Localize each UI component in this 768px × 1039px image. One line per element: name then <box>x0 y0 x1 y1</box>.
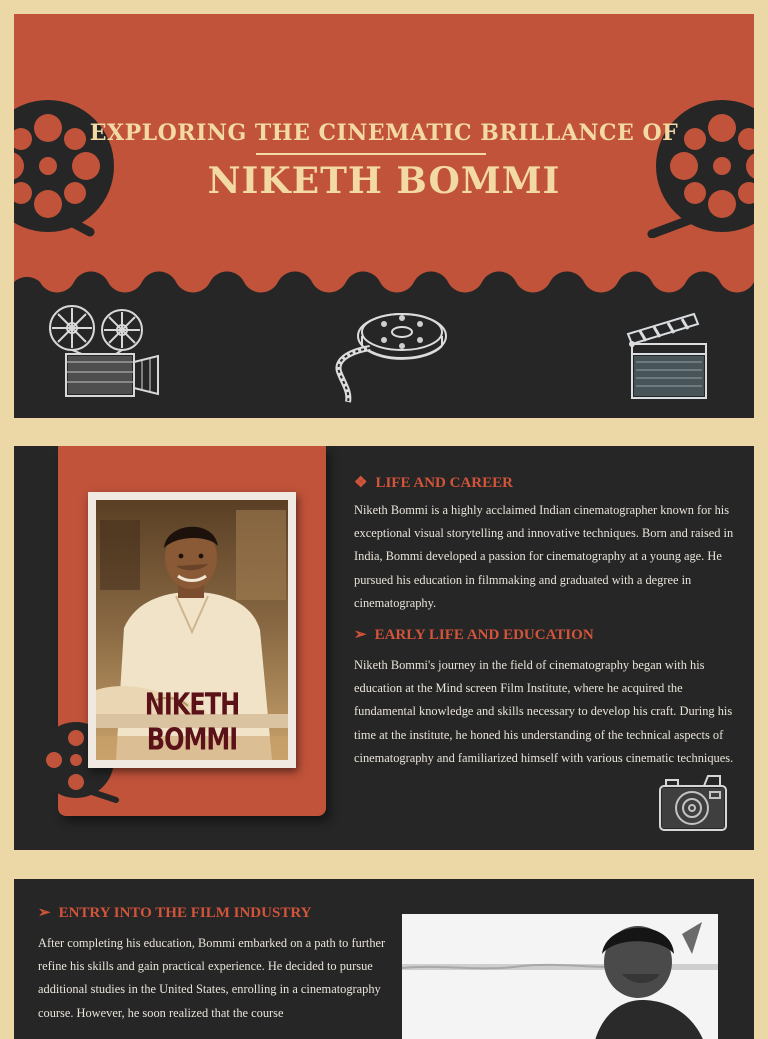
film-projector-icon <box>46 302 164 404</box>
title-slide <box>14 14 754 418</box>
portrait-caption: NIKETH BOMMI <box>144 687 240 757</box>
diamond-bullet-icon: ❖ <box>354 475 368 491</box>
life-career-paragraph: Niketh Bommi is a highly acclaimed Indian cinematographer known for his exceptional visual storytelling and innovative techniques. Born and raised in India, Bommi developed a passion for cinematography at a young age. He pursued his education in filmmaking and graduated with a degree in cinematography. <box>354 503 734 610</box>
section-heading-early-life <box>354 625 594 644</box>
section-heading-film-industry <box>38 903 311 922</box>
bw-photo <box>402 914 718 1039</box>
page-title: NIKETH BOMMI <box>207 160 561 202</box>
biography-slide <box>14 446 754 850</box>
heading-text: EARLY LIFE AND EDUCATION <box>374 627 594 643</box>
portrait-frame <box>88 492 296 768</box>
film-industry-slide <box>14 879 754 1039</box>
arrow-bullet-icon: ➢ <box>354 627 367 643</box>
bw-photo-illustration <box>402 914 718 1039</box>
title-kicker: EXPLORING THE CINEMATIC BRILLANCE OF <box>89 120 679 146</box>
heading-text: ENTRY INTO THE FILM INDUSTRY <box>58 905 312 921</box>
section-heading-life-career <box>354 473 513 492</box>
arrow-bullet-icon: ➢ <box>38 905 51 921</box>
title-divider <box>256 153 486 155</box>
film-industry-paragraph: After completing his education, Bommi embarked on a path to further refine his skills and gain practical experience. He decided to pursue additional studies in the United States, enrolling in a cinematography course. However, he soon realized that the course <box>38 936 386 1020</box>
early-life-paragraph: Niketh Bommi's journey in the field of cinematography began with his education at the Mind screen Film Institute, where he acquired the fundamental knowledge and skills necessary to develop his craft. During his time at the institute, he honed his understanding of the technical aspects of cinematography and familiarized himself with various cinematic techniques. <box>354 658 734 765</box>
heading-text: LIFE AND CAREER <box>375 475 513 491</box>
film-roll-icon <box>326 308 450 404</box>
camera-icon <box>658 772 730 834</box>
clapperboard-icon <box>620 310 710 402</box>
portrait-photo <box>96 500 288 760</box>
